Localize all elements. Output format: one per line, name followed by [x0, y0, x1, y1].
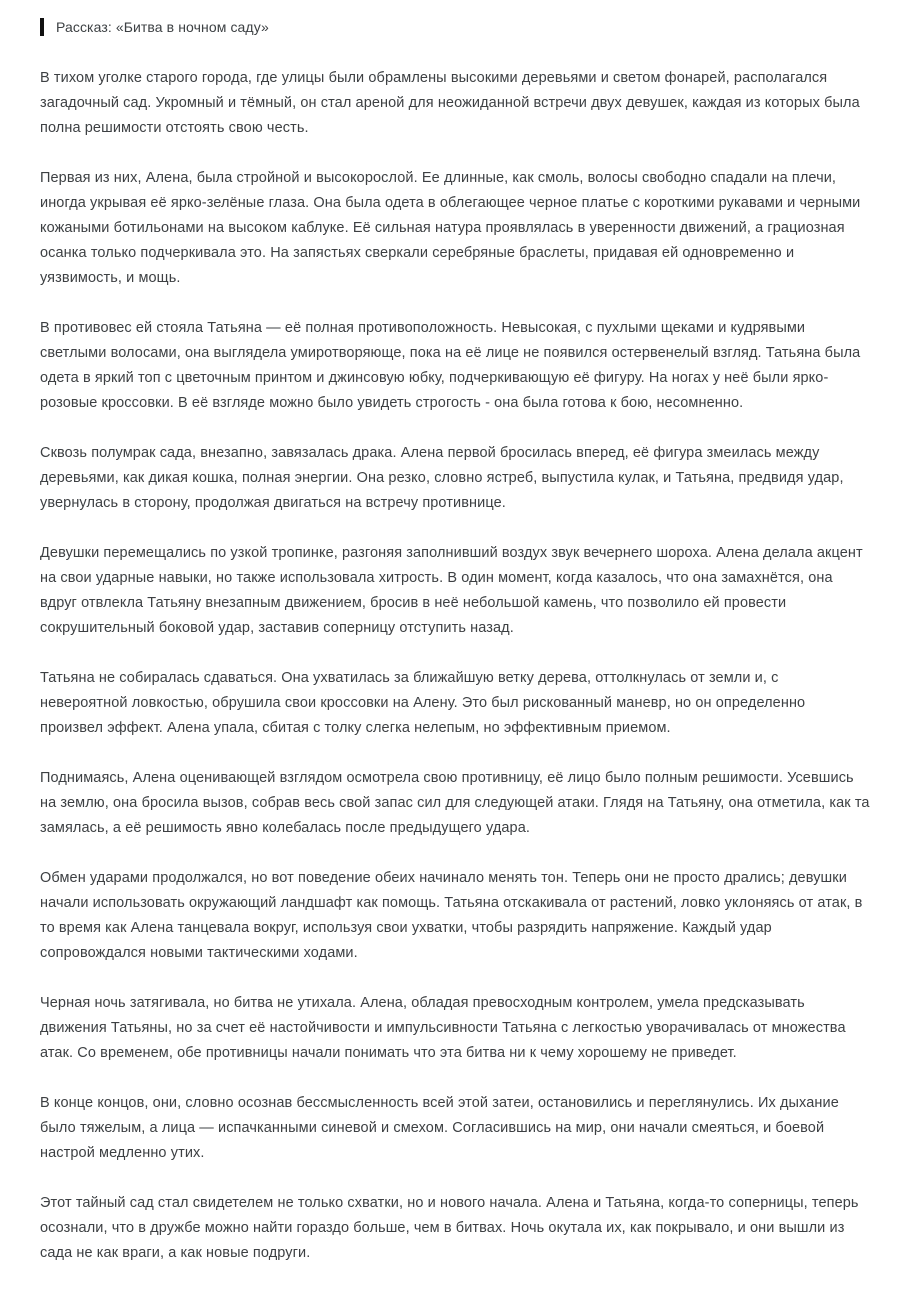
- story-title: [40, 18, 870, 36]
- story-paragraph: Сквозь полумрак сада, внезапно, завязалась драка. Алена первой бросилась вперед, её фигура змеилась между деревьями, как дикая кошка, полная энергии. Она резко, словно ястреб, выпустила кулак, и Татьяна, предвидя удар, увернулась в сторону, продолжая двигаться на встречу противнице.: [40, 445, 844, 511]
- story-body: [40, 66, 870, 1266]
- story-paragraph: Этот тайный сад стал свидетелем не только схватки, но и нового начала. Алена и Татьяна, когда-то соперницы, теперь осознали, что в дружбе можно найти гораздо больше, чем в битвах. Ночь окутала их, как покрывало, и они вышли из сада не как враги, а как новые подруги.: [40, 1195, 859, 1261]
- story-paragraph: Татьяна не собиралась сдаваться. Она ухватилась за ближайшую ветку дерева, оттолкнулась от земли и, с невероятной ловкостью, обрушила свои кроссовки на Алену. Это был рискованный маневр, но он определенно произвел эффект. Алена упала, сбитая с толку слегка нелепым, но эффективным приемом.: [40, 670, 806, 736]
- story-paragraph: Поднимаясь, Алена оценивающей взглядом осмотрела свою противницу, её лицо было полным решимости. Усевшись на землю, она бросила вызов, собрав весь свой запас сил для следующей атаки. Глядя на Татьяну, она отметила, как та замялась, а её решимость явно колебалась после предыдущего удара.: [40, 770, 870, 836]
- story-paragraph: В противовес ей стояла Татьяна — её полная противоположность. Невысокая, с пухлыми щеками и кудрявыми светлыми волосами, она выглядела умиротворяюще, пока на её лице не появился остервенелый взгляд. Татьяна была одета в яркий топ с цветочным принтом и джинсовую юбку, подчеркивающую её фигуру. На ногах у неё были ярко-розовые кроссовки. В её взгляде можно было увидеть строгость - она была готова к бою, несомненно.: [40, 320, 861, 411]
- title-marker-bar: [40, 18, 44, 36]
- story-paragraph: Девушки перемещались по узкой тропинке, разгоняя заполнивший воздух звук вечернего шороха. Алена делала акцент на свои ударные навыки, но также использовала хитрость. В один момент, когда казалось, что она замахнётся, она вдруг отвлекла Татьяну внезапным движением, бросив в неё небольшой камень, что позволило ей провести сокрушительный боковой удар, заставив соперницу отступить назад.: [40, 545, 863, 636]
- story-paragraph: В конце концов, они, словно осознав бессмысленность всей этой затеи, остановились и переглянулись. Их дыхание было тяжелым, а лица — испачканными синевой и смехом. Согласившись на мир, они начали смеяться, и боевой настрой медленно утих.: [40, 1095, 839, 1161]
- story-paragraph: В тихом уголке старого города, где улицы были обрамлены высокими деревьями и светом фонарей, располагался загадочный сад. Укромный и тёмный, он стал ареной для неожиданной встречи двух девушек, каждая из которых была полна решимости отстоять свою честь.: [40, 70, 860, 136]
- story-paragraph: Первая из них, Алена, была стройной и высокорослой. Ее длинные, как смоль, волосы свободно спадали на плечи, иногда укрывая её ярко-зелёные глаза. Она была одета в облегающее черное платье с короткими рукавами и черными кожаными ботильонами на высоком каблуке. Её сильная натура проявлялась в уверенности движений, а грациозная осанка только подчеркивала это. На запястьях сверкали серебряные браслеты, придавая ей одновременно и уязвимость, и мощь.: [40, 170, 861, 286]
- story-title-text: Рассказ: «Битва в ночном саду»: [56, 19, 269, 35]
- story-paragraph: Обмен ударами продолжался, но вот поведение обеих начинало менять тон. Теперь они не просто дрались; девушки начали использовать окружающий ландшафт как помощь. Татьяна отскакивала от растений, ловко уклоняясь от атак, в то время как Алена танцевала вокруг, используя свои ухватки, чтобы разрядить напряжение. Каждый удар сопровождался новыми тактическими ходами.: [40, 870, 863, 961]
- story-paragraph: Черная ночь затягивала, но битва не утихала. Алена, обладая превосходным контролем, умела предсказывать движения Татьяны, но за счет её настойчивости и импульсивности Татьяна с легкостью уворачивалась от множества атак. Со временем, обе противницы начали понимать что эта битва ни к чему хорошему не приведет.: [40, 995, 846, 1061]
